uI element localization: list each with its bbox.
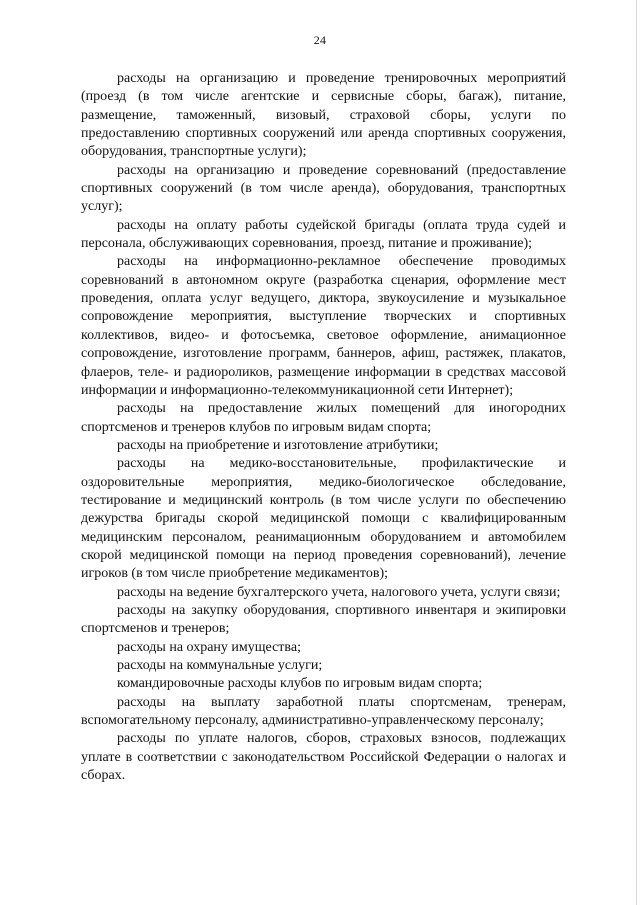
paragraph-tax-expenses: расходы по уплате налогов, сборов, страховых взносов, подлежащих уплате в соответствии с законодательством Российской Федерации о налогах и сборах.: [81, 731, 566, 784]
page-edge-line: [636, 0, 637, 905]
paragraph-accounting-expenses: расходы на ведение бухгалтерского учета, налогового учета, услуги связи;: [117, 584, 561, 600]
paragraph-utilities-expenses: расходы на коммунальные услуги;: [117, 658, 323, 673]
paragraph-advertising-expenses: расходы на информационно-рекламное обеспечение проводимых соревнований в автономном округе (разработка сценария, оформление мест проведения, оплата услуг ведущего, диктора, звукоусиление и музыкальное сопровождение мероприятия, выступление творческих и спортивных коллективов, видео- и фотосъемка, световое оформление, анимационное сопровождение, изготовление программ, баннеров, афиш, растяжек, плакатов, флаеров, теле- и радиороликов, размещение информации в средствах массовой информации и информационно-телекоммуникационной сети Интернет);: [81, 254, 566, 398]
paragraph-housing-expenses: расходы на предоставление жилых помещений для иногородних спортсменов и тренеров клубов по игровым видам спорта;: [81, 401, 566, 435]
paragraph-travel-expenses: командировочные расходы клубов по игровым видам спорта;: [117, 676, 483, 692]
paragraph-security-expenses: расходы на охрану имущества;: [117, 639, 301, 655]
paragraph-referee-expenses: расходы на оплату работы судейской бригады (оплата труда судей и персонала, обслуживающих соревнования, проезд, питание и проживание);: [81, 217, 566, 252]
paragraph-medical-expenses: расходы на медико-восстановительные, профилактические и оздоровительные мероприятия, медико-биологическое обследование, тестирование и медицинский контроль (в том числе услуги по обеспечению дежурства бригады скорой медицинской помощи с квалифицированным медицинским персоналом, реанимационным оборудованием и автомобилем скорой медицинской помощи на период проведения соревнований), лечение игроков (в том числе приобретение медикаментов);: [81, 456, 566, 582]
paragraph-salary-expenses: расходы на выплату заработной платы спортсменам, тренерам, вспомогательному персоналу, административно-управленческому персоналу;: [81, 694, 566, 729]
document-body: [81, 70, 566, 785]
paragraph-competition-expenses: расходы на организацию и проведение соревнований (предоставление спортивных сооружений (в том числе аренда), оборудования, транспортных услуг);: [81, 162, 566, 215]
page-number: 24: [313, 33, 327, 47]
paragraph-training-expenses: расходы на организацию и проведение тренировочных мероприятий (проезд (в том числе агентские и сервисные сборы, багаж), питание, размещение, таможенный, визовый, страховой сборы, услуги по предоставлению спортивных сооружений или аренда спортивных сооружения, оборудования, транспортные услуги);: [81, 71, 566, 160]
paragraph-attributes-expenses: расходы на приобретение и изготовление атрибутики;: [117, 437, 439, 453]
paragraph-equipment-expenses: расходы на закупку оборудования, спортивного инвентаря и экипировки спортсменов и тренеров;: [81, 602, 566, 637]
